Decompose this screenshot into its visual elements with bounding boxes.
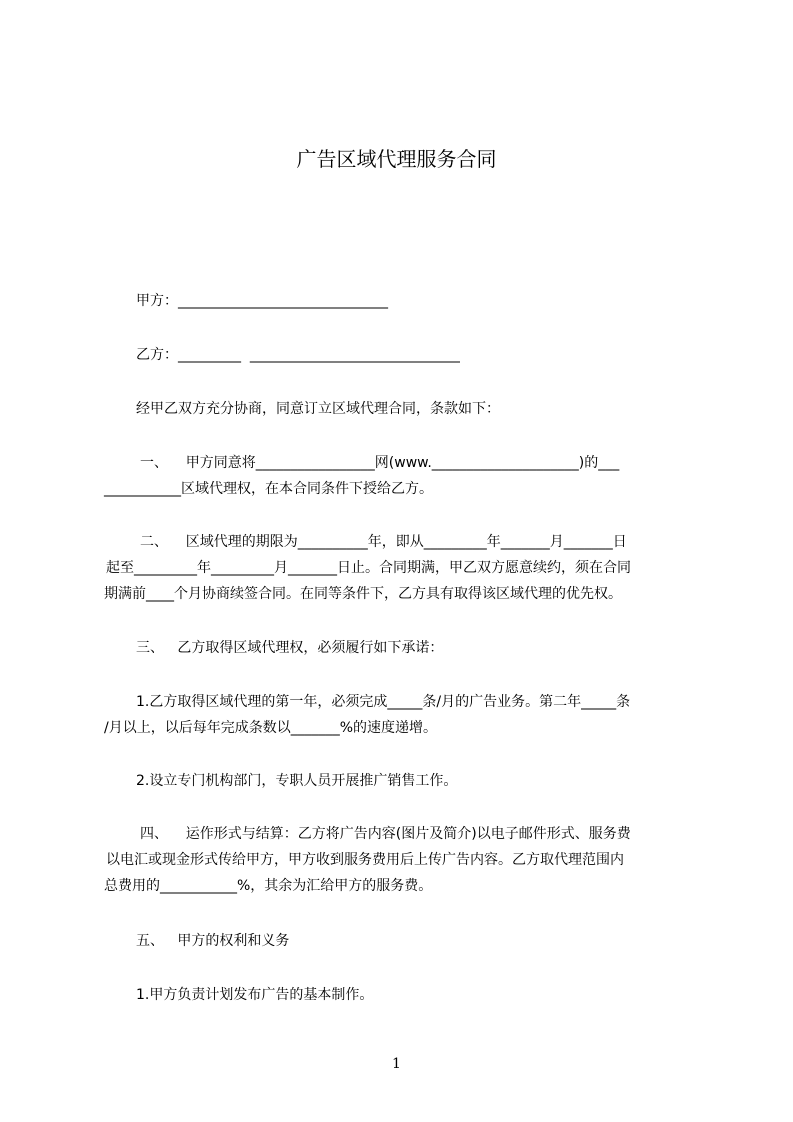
clause-4-line-2: 以电汇或现金形式传给甲方，甲方收到服务费用后上传广告内容。乙方取代理范围内 bbox=[106, 852, 624, 868]
clause-2-line-3: 期满前____个月协商续签合同。在同等条件下，乙方具有取得该区域代理的优先权。 bbox=[104, 586, 622, 602]
party-b-line: 乙方：_________ ______________________________ bbox=[136, 347, 460, 363]
intro-paragraph: 经甲乙双方充分协商，同意订立区域代理合同，条款如下： bbox=[136, 401, 500, 417]
clause-5-heading: 五、 甲方的权利和义务 bbox=[136, 933, 290, 949]
clause-3-1-line-1: 1.乙方取得区域代理的第一年，必须完成_____条/月的广告业务。第二年_____条 bbox=[136, 694, 631, 710]
clause-4-line-1: 四、 运作形式与结算：乙方将广告内容(图片及简介)以电子邮件形式、服务费 bbox=[140, 826, 631, 842]
clause-3-1-line-2: /月以上，以后每年完成条数以_______%的速度递增。 bbox=[104, 720, 438, 736]
clause-3-2: 2.设立专门机构部门，专职人员开展推广销售工作。 bbox=[136, 773, 458, 789]
clause-2-line-2: 起至_________年_________月_______日止。合同期满，甲乙双方愿意续约，须在合同 bbox=[106, 560, 631, 576]
clause-4-line-3: 总费用的___________%，其余为汇给甲方的服务费。 bbox=[104, 878, 433, 894]
clause-5-1: 1.甲方负责计划发布广告的基本制作。 bbox=[136, 987, 374, 1003]
clause-2-line-1: 二、 区域代理的期限为__________年，即从_________年_______月_______日 bbox=[140, 534, 627, 550]
clause-1-line-1: 一、 甲方同意将_________________网(www._____________________)的___ bbox=[140, 455, 620, 471]
contract-title: 广告区域代理服务合同 bbox=[296, 147, 497, 171]
party-a-line: 甲方：______________________________ bbox=[136, 293, 388, 309]
clause-1-line-2: ___________区域代理权，在本合同条件下授给乙方。 bbox=[104, 481, 433, 497]
page-number: 1 bbox=[392, 1056, 401, 1072]
clause-3-heading: 三、 乙方取得区域代理权，必须履行如下承诺： bbox=[136, 640, 444, 656]
